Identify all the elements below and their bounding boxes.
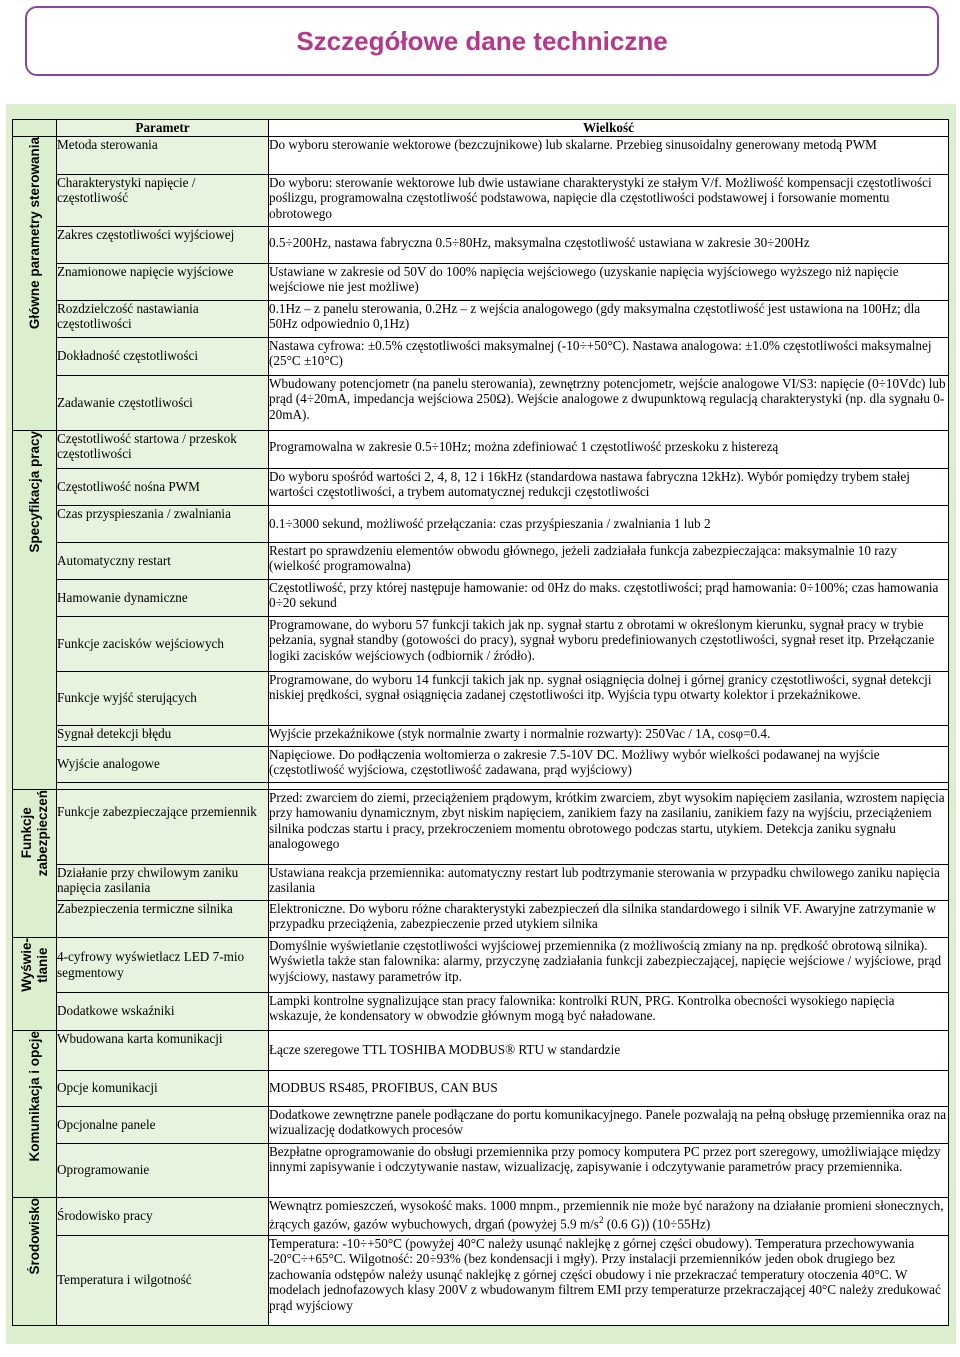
value-cell: Programowane, do wyboru 14 funkcji takich jak np. sygnał osiągnięcia dolnej i górnej granicy częstotliwości, sygnał detekcji niskiej prędkości, sygnał osiągnięcia zadanej częstotliwości itp. Wyjścia typu otwarty kolektor i przekaźnikowe. (269, 671, 949, 725)
value-cell: Wbudowany potencjometr (na panelu sterowania), zewnętrzny potencjometr, wejście analogowe VI/S3: napięcie (0÷10Vdc) lub prąd (4÷20mA, impedancja wejściowa 250Ω). Wejście analogowe z dwupunktową regulacją charakterystyki (np. dla sygnału 0-20mA). (269, 375, 949, 430)
param-cell: Funkcje zacisków wejściowych (57, 616, 269, 671)
page-title: Szczegółowe dane techniczne (296, 26, 668, 56)
value-cell: Programowalna w zakresie 0.5÷10Hz; można zdefiniować 1 częstotliwość przeskoku z histerezą (269, 430, 949, 468)
param-cell: Hamowanie dynamiczne (57, 579, 269, 616)
param-cell: Funkcje zabezpieczające przemiennik (57, 789, 269, 864)
value-cell: Wyjście przekaźnikowe (styk normalnie zwarty i normalnie rozwarty): 250Vac / 1A, cosφ=0.4. (269, 725, 949, 746)
group-label-environment: Środowisko (13, 1197, 57, 1325)
value-cell: Bezpłatne oprogramowanie do obsługi przemiennika przy pomocy komputera PC przez port szeregowy, umożliwiające między innymi zapisywanie i odczytywanie nastaw, wizualizację, zapisywanie i odczytywanie parametrów pracy przemiennika. (269, 1143, 949, 1197)
table-row (13, 789, 949, 864)
value-cell: Nastawa cyfrowa: ±0.5% częstotliwości maksymalnej (-10÷+50°C). Nastawa analogowa: ±1.0% częstotliwości maksymalnej (25°C ±10°C) (269, 337, 949, 375)
value-cell: 0.5÷200Hz, nastawa fabryczna 0.5÷80Hz, maksymalna częstotliwość ustawiana w zakresie 30÷200Hz (269, 226, 949, 263)
param-cell: 4-cyfrowy wyświetlacz LED 7-mio segmentowy (57, 937, 269, 992)
param-cell: Charakterystyki napięcie / częstotliwość (57, 174, 269, 226)
param-cell: Metoda sterowania (57, 136, 269, 174)
param-cell: Rozdzielczość nastawiania częstotliwości (57, 300, 269, 337)
spec-table (12, 119, 949, 1326)
group-label-display: Wyświe- tlanie (13, 937, 57, 1030)
header-corner (13, 120, 57, 137)
param-cell: Wyjście analogowe (57, 746, 269, 782)
param-cell: Czas przyspieszania / zwalniania (57, 505, 269, 542)
param-cell: Zabezpieczenia termiczne silnika (57, 900, 269, 937)
table-row (13, 1143, 949, 1197)
table-row (13, 468, 949, 505)
value-cell: Temperatura: -10÷+50°C (powyżej 40°C należy usunąć naklejkę z górnej części obudowy). Temperatura przechowywania -20°C÷+65°C. Wilgotność: 20÷93% (bez kondensacji i mgły). Przy instalacji przemienników jeden obok drugiego bez zachowania odstępów należy usunąć naklejkę z górnej części obudowy i nie przekraczać temperatury otoczenia 40°C. W modelach jednofazowych klasy 200V z wbudowanym filtrem EMI przy temperaturze przekraczającej 40°C należy zredukować prąd wyjściowy (269, 1235, 949, 1325)
table-row (13, 671, 949, 725)
table-row (13, 430, 949, 468)
value-cell: Do wyboru spośród wartości 2, 4, 8, 12 i 16kHz (standardowa nastawa fabryczna 12kHz). Wybór pomiędzy trybem stałej wartości częstotliwości, a trybem automatycznej redukcji częstotliwości (269, 468, 949, 505)
value-cell: Wewnątrz pomieszczeń, wysokość maks. 1000 mnpm., przemiennik nie może być narażony na działanie promieni słonecznych, żrących gazów, gazów wybuchowych, drgań (powyżej 5.9 $m/s^2$ (0.6 G)) (10÷55Hz) (269, 1197, 949, 1235)
value-cell-spacer (269, 782, 949, 789)
value-cell: Napięciowe. Do podłączenia woltomierza o zakresie 7.5-10V DC. Możliwy wybór wielkości podawanej na wyjście (częstotliwość wyjściowa, częstotliwość zadawana, prąd wyjściowy) (269, 746, 949, 782)
value-cell: Przed: zwarciem do ziemi, przeciążeniem prądowym, krótkim zwarciem, zbyt wysokim napięciem zasilania, wzrostem napięcia przy hamowaniu dynamicznym, zbyt niskim napięciem, zanikiem fazy na zasilaniu, zanikiem fazy na wyjściu, przeciążeniem silnika podczas startu i pracy, przekroczeniem momentu obrotowego podczas startu, utykiem. Detekcja zaniku sygnału analogowego (269, 789, 949, 864)
table-row (13, 337, 949, 375)
table-row (13, 579, 949, 616)
value-cell: Dodatkowe zewnętrzne panele podłączane do portu komunikacyjnego. Panele pozwalają na pełną obsługę przemiennika oraz na wizualizację dodatkowych procesów (269, 1106, 949, 1143)
group-label-operation: Specyfikacja pracy (13, 430, 57, 789)
value-cell: Restart po sprawdzeniu elementów obwodu głównego, jeżeli zadziałała funkcja zabezpieczająca: maksymalnie 10 razy (wielkość programowalna) (269, 542, 949, 579)
group-label-communication: Komunikacja i opcje (13, 1030, 57, 1197)
param-cell: Oprogramowanie (57, 1143, 269, 1197)
value-cell: Elektroniczne. Do wyboru różne charakterystyki zabezpieczeń dla silnika standardowego i silnik VF. Awaryjne zatrzymanie w przypadku przeciążenia, zabezpieczenie przed utykiem silnika (269, 900, 949, 937)
table-row (13, 542, 949, 579)
table-row (13, 900, 949, 937)
table-row (13, 136, 949, 174)
header-value: Wielkość (269, 120, 949, 137)
table-row (13, 300, 949, 337)
param-cell: Temperatura i wilgotność (57, 1235, 269, 1325)
table-row (13, 263, 949, 300)
table-header-row (13, 120, 949, 137)
table-row (13, 1197, 949, 1235)
table-row (13, 1235, 949, 1325)
table-row (13, 937, 949, 992)
param-cell-spacer (57, 782, 269, 789)
title-box (25, 6, 939, 76)
table-row (13, 725, 949, 746)
param-cell: Znamionowe napięcie wyjściowe (57, 263, 269, 300)
param-cell: Dodatkowe wskaźniki (57, 992, 269, 1030)
param-cell: Zakres częstotliwości wyjściowej (57, 226, 269, 263)
value-cell: Łącze szeregowe TTL TOSHIBA MODBUS® RTU w standardzie (269, 1030, 949, 1070)
value-cell: 0.1÷3000 sekund, możliwość przełączania: czas przyśpieszania / zwalniania 1 lub 2 (269, 505, 949, 542)
value-cell: Częstotliwość, przy której następuje hamowanie: od 0Hz do maks. częstotliwości; prąd hamowania: 0÷100%; czas hamowania 0÷20 sekund (269, 579, 949, 616)
value-cell: MODBUS RS485, PROFIBUS, CAN BUS (269, 1070, 949, 1106)
param-cell: Działanie przy chwilowym zaniku napięcia zasilania (57, 864, 269, 900)
group-label-protection: Funkcje zabezpieczeń (13, 789, 57, 937)
table-row (13, 616, 949, 671)
param-cell: Sygnał detekcji błędu (57, 725, 269, 746)
param-cell: Częstotliwość nośna PWM (57, 468, 269, 505)
param-cell: Opcjonalne panele (57, 1106, 269, 1143)
table-row (13, 1030, 949, 1070)
param-cell: Częstotliwość startowa / przeskok częstotliwości (57, 430, 269, 468)
param-cell: Dokładność częstotliwości (57, 337, 269, 375)
param-cell: Zadawanie częstotliwości (57, 375, 269, 430)
table-row (13, 174, 949, 226)
table-row (13, 226, 949, 263)
value-cell: Ustawiane w zakresie od 50V do 100% napięcia wejściowego (uzyskanie napięcia wyjściowego wyższego niż napięcie wejściowe nie jest możliwe) (269, 263, 949, 300)
table-row (13, 505, 949, 542)
table-row (13, 782, 949, 789)
param-cell: Opcje komunikacji (57, 1070, 269, 1106)
header-param: Parametr (57, 120, 269, 137)
value-cell: Ustawiana reakcja przemiennika: automatyczny restart lub podtrzymanie sterowania w przypadku chwilowego zaniku napięcia zasilania (269, 864, 949, 900)
table-row (13, 375, 949, 430)
value-cell: Domyślnie wyświetlanie częstotliwości wyjściowej przemiennika (z możliwością zmiany na np. prędkość obrotową silnika). Wyświetla także stan falownika: alarmy, przyczynę zadziałania funkcji zabezpieczającej, napięcie wejściowe / wyjściowe, prąd wyjściowy, nastawy parametrów itp. (269, 937, 949, 992)
value-cell: Do wyboru: sterowanie wektorowe lub dwie ustawiane charakterystyki ze stałym V/f. Możliwość kompensacji częstotliwości poślizgu, programowalna częstotliwość podstawowa, napięcie dla częstotliwości podstawowej i forsowanie momentu obrotowego (269, 174, 949, 226)
table-row (13, 864, 949, 900)
value-cell: Do wyboru sterowanie wektorowe (bezczujnikowe) lub skalarne. Przebieg sinusoidalny generowany metodą PWM (269, 136, 949, 174)
value-cell: Programowane, do wyboru 57 funkcji takich jak np. sygnał startu z obrotami w określonym kierunku, sygnał pracy w trybie pełzania, sygnał standby (gotowości do pracy), sygnał wyboru predefiniowanych częstotliwości, sygnał reset itp. Przełączanie logiki zacisków wejściowych (odbiornik / źródło). (269, 616, 949, 671)
table-row (13, 992, 949, 1030)
param-cell: Funkcje wyjść sterujących (57, 671, 269, 725)
param-cell: Automatyczny restart (57, 542, 269, 579)
group-label-main-control: Główne parametry sterowania (13, 136, 57, 430)
value-cell: Lampki kontrolne sygnalizujące stan pracy falownika: kontrolki RUN, PRG. Kontrolka obecności wysokiego napięcia wskazuje, że kondensatory w obwodzie głównym mogą być naładowane. (269, 992, 949, 1030)
table-row (13, 746, 949, 782)
table-row (13, 1106, 949, 1143)
param-cell: Środowisko pracy (57, 1197, 269, 1235)
value-cell: 0.1Hz – z panelu sterowania, 0.2Hz – z wejścia analogowego (gdy maksymalna częstotliwość jest ustawiona na 100Hz; dla 50Hz odpowiednio 0,1Hz) (269, 300, 949, 337)
table-row (13, 1070, 949, 1106)
param-cell: Wbudowana karta komunikacji (57, 1030, 269, 1070)
